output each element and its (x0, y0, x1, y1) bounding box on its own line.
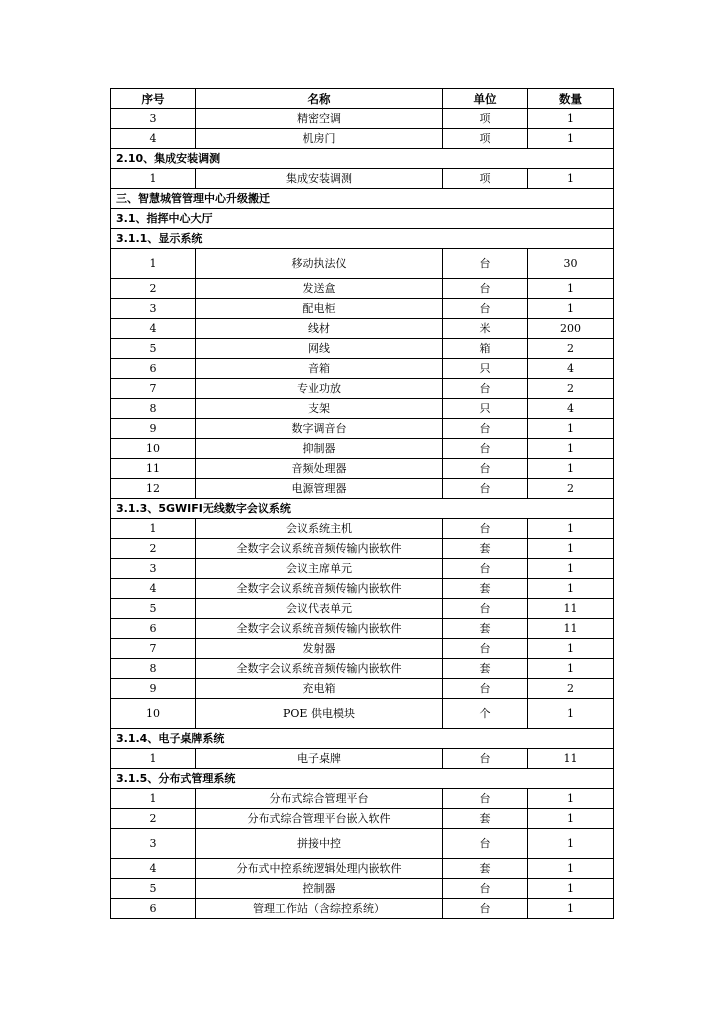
col-name-cell: 拼接中控 (196, 829, 443, 859)
col-qty-cell: 1 (528, 659, 614, 679)
table-row (111, 559, 614, 579)
table-row (111, 679, 614, 699)
col-name-cell: 音箱 (196, 359, 443, 379)
col-unit-cell: 台 (443, 789, 528, 809)
col-qty-cell: 1 (528, 879, 614, 899)
section-heading: 3.1.5、分布式管理系统 (111, 769, 614, 789)
section-heading: 3.1.1、显示系统 (111, 229, 614, 249)
col-index-cell: 4 (111, 859, 196, 879)
col-index-cell: 10 (111, 699, 196, 729)
col-unit-cell: 台 (443, 559, 528, 579)
col-qty-cell: 1 (528, 789, 614, 809)
col-name-cell: 全数字会议系统音频传输内嵌软件 (196, 619, 443, 639)
col-index-cell: 7 (111, 379, 196, 399)
col-qty-cell: 1 (528, 899, 614, 919)
col-qty-cell: 1 (528, 859, 614, 879)
col-name-cell: 充电箱 (196, 679, 443, 699)
col-unit-cell: 台 (443, 249, 528, 279)
table-row (111, 619, 614, 639)
col-name-cell: 抑制器 (196, 439, 443, 459)
col-name-cell: 机房门 (196, 129, 443, 149)
col-qty-cell: 11 (528, 599, 614, 619)
col-index-cell: 8 (111, 399, 196, 419)
col-qty-cell: 1 (528, 699, 614, 729)
table-row (111, 749, 614, 769)
col-qty-cell: 4 (528, 399, 614, 419)
col-index-cell: 1 (111, 519, 196, 539)
section-heading-row (111, 189, 614, 209)
section-heading-row (111, 729, 614, 749)
col-name-cell: 配电柜 (196, 299, 443, 319)
col-name-cell: 电子桌牌 (196, 749, 443, 769)
table-row (111, 519, 614, 539)
header-col-unit: 单位 (443, 89, 528, 109)
table-row (111, 319, 614, 339)
col-qty-cell: 2 (528, 339, 614, 359)
col-name-cell: 会议主席单元 (196, 559, 443, 579)
header-col-name: 名称 (196, 89, 443, 109)
col-unit-cell: 套 (443, 859, 528, 879)
col-name-cell: 分布式综合管理平台 (196, 789, 443, 809)
col-index-cell: 9 (111, 679, 196, 699)
col-qty-cell: 1 (528, 639, 614, 659)
col-qty-cell: 1 (528, 109, 614, 129)
table-row (111, 279, 614, 299)
col-index-cell: 3 (111, 559, 196, 579)
table-row (111, 789, 614, 809)
col-index-cell: 3 (111, 299, 196, 319)
col-qty-cell: 200 (528, 319, 614, 339)
col-name-cell: 分布式中控系统逻辑处理内嵌软件 (196, 859, 443, 879)
col-unit-cell: 台 (443, 479, 528, 499)
col-qty-cell: 1 (528, 809, 614, 829)
col-unit-cell: 套 (443, 809, 528, 829)
col-unit-cell: 米 (443, 319, 528, 339)
col-qty-cell: 4 (528, 359, 614, 379)
col-name-cell: POE 供电模块 (196, 699, 443, 729)
col-unit-cell: 只 (443, 399, 528, 419)
col-name-cell: 电源管理器 (196, 479, 443, 499)
section-heading-row (111, 209, 614, 229)
col-unit-cell: 台 (443, 299, 528, 319)
col-qty-cell: 1 (528, 299, 614, 319)
table-row (111, 539, 614, 559)
col-index-cell: 5 (111, 879, 196, 899)
col-unit-cell: 台 (443, 439, 528, 459)
table-row (111, 439, 614, 459)
col-index-cell: 6 (111, 359, 196, 379)
table-row (111, 879, 614, 899)
col-index-cell: 9 (111, 419, 196, 439)
col-unit-cell: 台 (443, 279, 528, 299)
col-name-cell: 分布式综合管理平台嵌入软件 (196, 809, 443, 829)
col-unit-cell: 项 (443, 129, 528, 149)
col-unit-cell: 台 (443, 749, 528, 769)
col-name-cell: 移动执法仪 (196, 249, 443, 279)
col-qty-cell: 1 (528, 459, 614, 479)
col-name-cell: 控制器 (196, 879, 443, 899)
table-row (111, 379, 614, 399)
table-row (111, 359, 614, 379)
col-qty-cell: 1 (528, 279, 614, 299)
col-index-cell: 5 (111, 599, 196, 619)
col-name-cell: 网线 (196, 339, 443, 359)
col-qty-cell: 1 (528, 439, 614, 459)
table-row (111, 809, 614, 829)
col-unit-cell: 箱 (443, 339, 528, 359)
table-row (111, 169, 614, 189)
table-row (111, 829, 614, 859)
table-row (111, 419, 614, 439)
table-row (111, 659, 614, 679)
col-index-cell: 6 (111, 619, 196, 639)
col-qty-cell: 2 (528, 679, 614, 699)
col-unit-cell: 台 (443, 879, 528, 899)
table-header-row (111, 89, 614, 109)
col-qty-cell: 30 (528, 249, 614, 279)
col-qty-cell: 1 (528, 519, 614, 539)
col-index-cell: 3 (111, 829, 196, 859)
table-row (111, 109, 614, 129)
col-qty-cell: 11 (528, 619, 614, 639)
section-heading: 2.10、集成安装调测 (111, 149, 614, 169)
col-index-cell: 7 (111, 639, 196, 659)
col-unit-cell: 个 (443, 699, 528, 729)
table-row (111, 459, 614, 479)
col-index-cell: 5 (111, 339, 196, 359)
col-unit-cell: 台 (443, 829, 528, 859)
col-index-cell: 8 (111, 659, 196, 679)
section-heading-row (111, 499, 614, 519)
col-unit-cell: 台 (443, 599, 528, 619)
col-unit-cell: 项 (443, 169, 528, 189)
col-name-cell: 线材 (196, 319, 443, 339)
section-heading: 三、智慧城管管理中心升级搬迁 (111, 189, 614, 209)
col-index-cell: 2 (111, 809, 196, 829)
section-heading: 3.1.4、电子桌牌系统 (111, 729, 614, 749)
col-unit-cell: 只 (443, 359, 528, 379)
col-qty-cell: 1 (528, 419, 614, 439)
table-row (111, 249, 614, 279)
col-index-cell: 4 (111, 579, 196, 599)
col-name-cell: 发射器 (196, 639, 443, 659)
col-qty-cell: 2 (528, 479, 614, 499)
col-name-cell: 全数字会议系统音频传输内嵌软件 (196, 579, 443, 599)
col-name-cell: 全数字会议系统音频传输内嵌软件 (196, 539, 443, 559)
col-unit-cell: 台 (443, 519, 528, 539)
table-row (111, 399, 614, 419)
col-index-cell: 1 (111, 749, 196, 769)
col-qty-cell: 11 (528, 749, 614, 769)
header-col-qty: 数量 (528, 89, 614, 109)
col-name-cell: 会议代表单元 (196, 599, 443, 619)
col-unit-cell: 套 (443, 579, 528, 599)
col-name-cell: 全数字会议系统音频传输内嵌软件 (196, 659, 443, 679)
section-heading: 3.1.3、5GWIFI无线数字会议系统 (111, 499, 614, 519)
col-index-cell: 10 (111, 439, 196, 459)
col-name-cell: 精密空调 (196, 109, 443, 129)
col-unit-cell: 台 (443, 639, 528, 659)
col-index-cell: 4 (111, 129, 196, 149)
col-name-cell: 集成安装调测 (196, 169, 443, 189)
col-unit-cell: 台 (443, 379, 528, 399)
col-index-cell: 1 (111, 169, 196, 189)
table-row (111, 699, 614, 729)
section-heading-row (111, 229, 614, 249)
col-unit-cell: 台 (443, 899, 528, 919)
col-index-cell: 2 (111, 279, 196, 299)
section-heading-row (111, 149, 614, 169)
col-qty-cell: 1 (528, 169, 614, 189)
table-row (111, 129, 614, 149)
col-unit-cell: 套 (443, 539, 528, 559)
col-qty-cell: 1 (528, 129, 614, 149)
table-row (111, 599, 614, 619)
col-qty-cell: 1 (528, 559, 614, 579)
col-name-cell: 会议系统主机 (196, 519, 443, 539)
col-unit-cell: 套 (443, 659, 528, 679)
col-qty-cell: 1 (528, 579, 614, 599)
col-qty-cell: 1 (528, 539, 614, 559)
col-index-cell: 4 (111, 319, 196, 339)
col-index-cell: 6 (111, 899, 196, 919)
col-qty-cell: 1 (528, 829, 614, 859)
section-heading: 3.1、指挥中心大厅 (111, 209, 614, 229)
col-name-cell: 管理工作站（含综控系统） (196, 899, 443, 919)
col-name-cell: 音频处理器 (196, 459, 443, 479)
col-unit-cell: 项 (443, 109, 528, 129)
table-row (111, 579, 614, 599)
section-heading-row (111, 769, 614, 789)
equipment-table (110, 88, 614, 919)
col-name-cell: 支架 (196, 399, 443, 419)
col-name-cell: 专业功放 (196, 379, 443, 399)
table-row (111, 479, 614, 499)
col-unit-cell: 台 (443, 459, 528, 479)
col-index-cell: 2 (111, 539, 196, 559)
col-index-cell: 11 (111, 459, 196, 479)
table-row (111, 899, 614, 919)
table-row (111, 339, 614, 359)
col-unit-cell: 台 (443, 679, 528, 699)
col-index-cell: 12 (111, 479, 196, 499)
col-index-cell: 3 (111, 109, 196, 129)
header-col-index: 序号 (111, 89, 196, 109)
table-row (111, 639, 614, 659)
col-name-cell: 发送盒 (196, 279, 443, 299)
col-name-cell: 数字调音台 (196, 419, 443, 439)
col-unit-cell: 台 (443, 419, 528, 439)
col-index-cell: 1 (111, 249, 196, 279)
col-unit-cell: 套 (443, 619, 528, 639)
table-row (111, 299, 614, 319)
col-qty-cell: 2 (528, 379, 614, 399)
col-index-cell: 1 (111, 789, 196, 809)
table-row (111, 859, 614, 879)
